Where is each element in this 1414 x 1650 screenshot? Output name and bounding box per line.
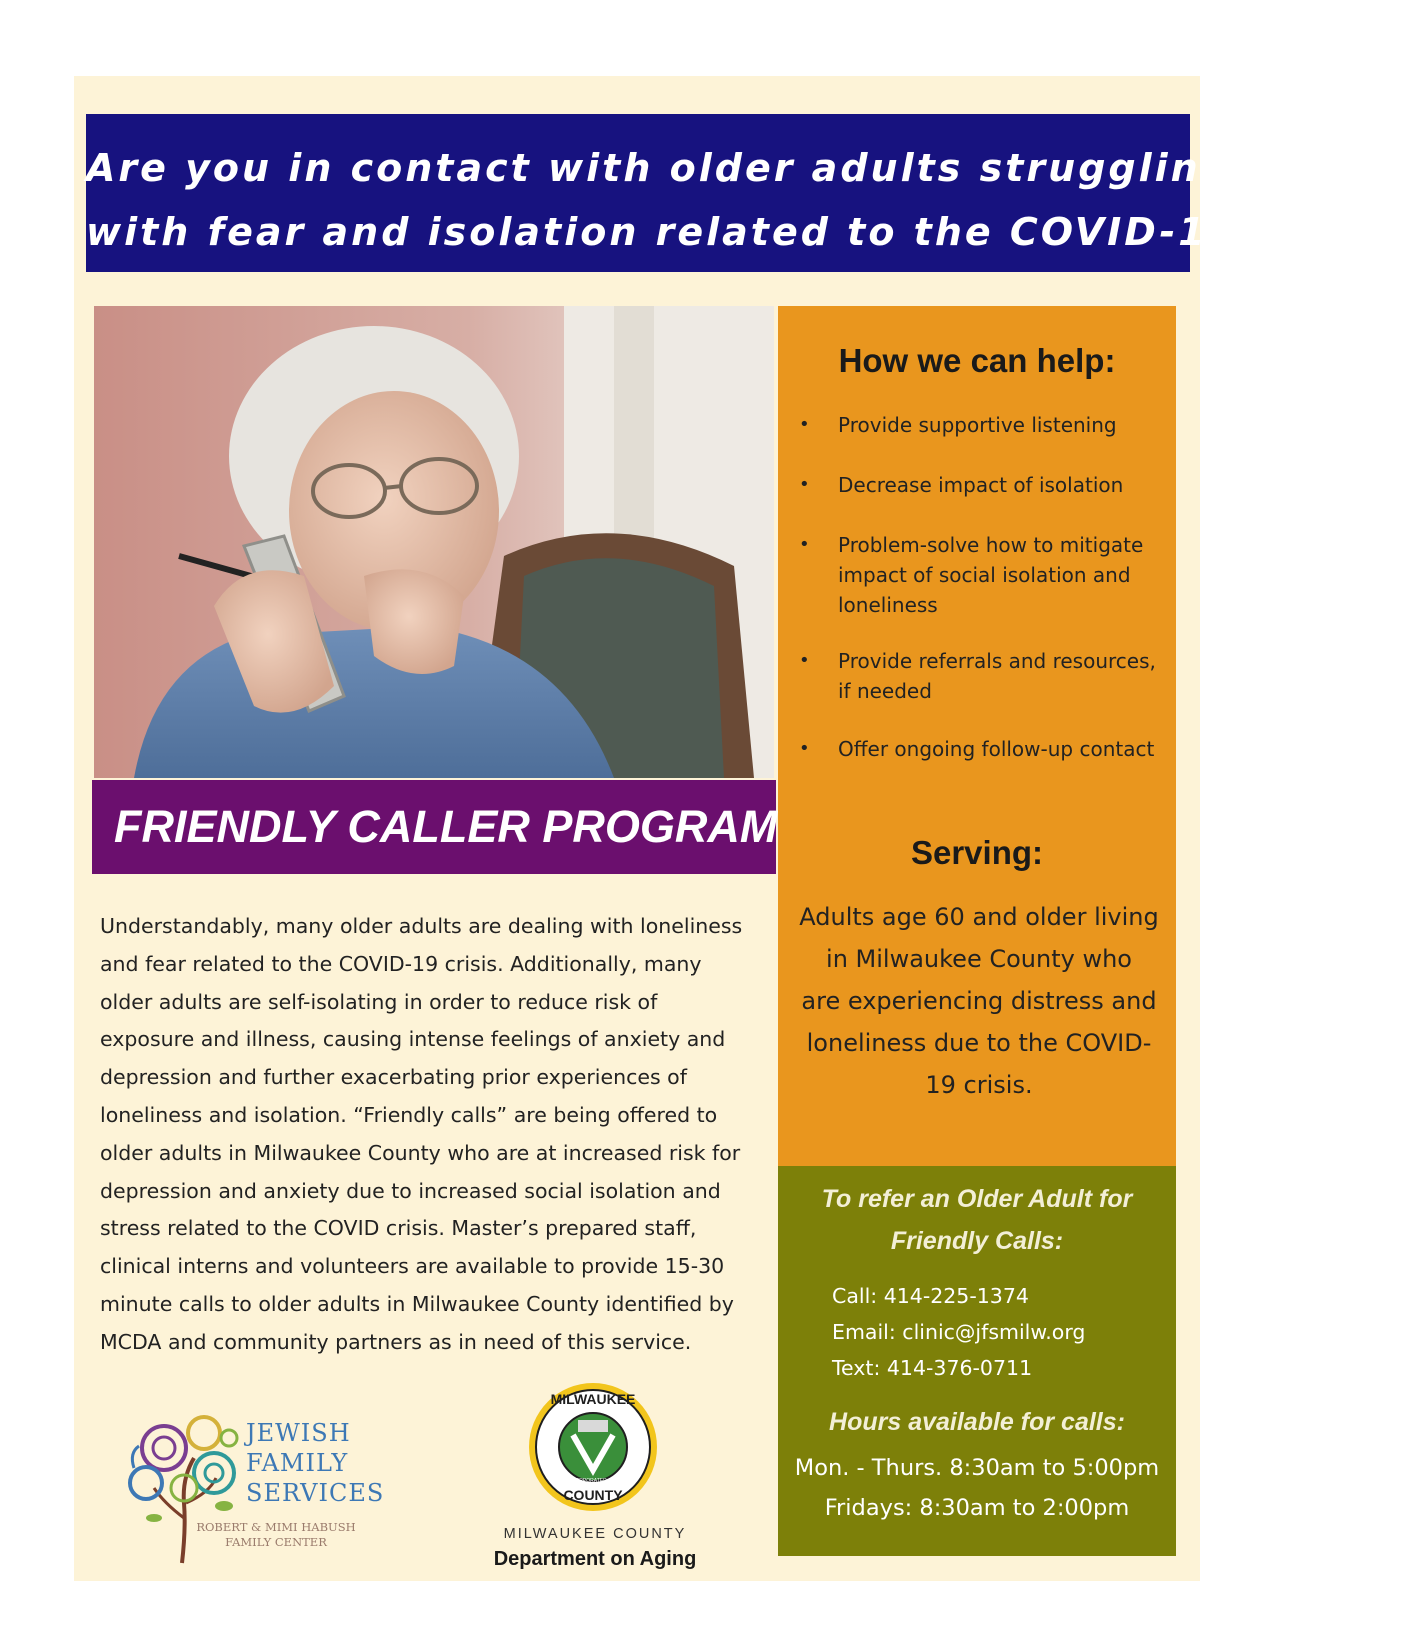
description-line: exposure and illness, causing intense feelings of anxiety and [100, 1027, 726, 1052]
bullet-icon: • [799, 534, 810, 555]
help-item-text: Offer ongoing follow-up contact [838, 737, 1155, 761]
serving-line: in Milwaukee County who [826, 945, 1132, 973]
serving-title: Serving: [910, 834, 1044, 871]
text-number[interactable]: Text: 414-376-0711 [832, 1356, 1033, 1380]
help-item [798, 410, 1168, 440]
department-on-aging-label: Department on Aging [493, 1548, 697, 1570]
help-item [798, 530, 1168, 620]
description-line: minute calls to older adults in Milwaukee County identified by [100, 1291, 734, 1316]
bullet-icon: • [799, 738, 810, 759]
seal-bottom-text: COUNTY [563, 1487, 623, 1503]
hours-info [778, 1448, 1176, 1528]
bullet-icon: • [799, 474, 810, 495]
milwaukee-county-seal [526, 1380, 660, 1514]
bullet-icon: • [799, 650, 810, 671]
headline-line-1: Are you in contact with older adults struggling [86, 146, 1231, 190]
description-line: loneliness and isolation. “Friendly calls” are being offered to [100, 1102, 718, 1127]
hours-title: Hours available for calls: [829, 1408, 1125, 1436]
serving-line: Adults age 60 and older living [799, 903, 1159, 931]
photo-illustration [94, 306, 774, 778]
description-line: older adults in Milwaukee County who are at increased risk for [100, 1140, 741, 1165]
jfs-subtitle [196, 1520, 356, 1550]
serving-line: loneliness due to the COVID- [806, 1029, 1152, 1057]
description-line: stress related to the COVID crisis. Master’s prepared staff, [100, 1216, 697, 1241]
jfs-word-1: JEWISH [246, 1419, 351, 1447]
program-title: FRIENDLY CALLER PROGRAM [92, 780, 776, 874]
description-line: older adults are self-isolating in order to reduce risk of [100, 989, 658, 1014]
description-line: depression and further exacerbating prior experiences of [100, 1065, 687, 1090]
description-line: clinical interns and volunteers are available to provide 15-30 [100, 1254, 725, 1279]
jfs-wordmark [246, 1418, 384, 1508]
description-line: MCDA and community partners as in need of this service. [100, 1329, 692, 1354]
help-item-text: Provide referrals and resources, if needed [838, 649, 1156, 703]
refer-title-line-1: To refer an Older Adult for [821, 1185, 1133, 1213]
hours-weekday: Mon. - Thurs. 8:30am to 5:00pm [794, 1455, 1160, 1481]
help-item-text: Problem-solve how to mitigate impact of social isolation and loneliness [838, 533, 1144, 617]
help-item-text: Decrease impact of isolation [838, 473, 1124, 497]
email-address[interactable]: Email: clinic@jfsmilw.org [832, 1320, 1086, 1344]
headline-line-2: with fear and isolation related to the COVID-19 Crisis? [86, 210, 1414, 254]
contact-info [832, 1278, 1085, 1386]
how-we-help-panel [778, 306, 1176, 1166]
seal-small-text: INCORPORATED 1835 [566, 1478, 620, 1484]
description-line: and fear related to the COVID-19 crisis. Additionally, many [100, 951, 702, 976]
jfs-subtitle-line-2: FAMILY CENTER [225, 1535, 327, 1549]
jfs-subtitle-line-1: ROBERT & MIMI HABUSH [196, 1520, 356, 1534]
serving-description [798, 896, 1160, 1106]
description-line: Understandably, many older adults are dealing with loneliness [100, 914, 743, 938]
refer-title [778, 1178, 1176, 1262]
elderly-woman-on-phone-photo [94, 306, 774, 778]
seal-top-text: MILWAUKEE [550, 1391, 636, 1407]
referral-panel [778, 1166, 1176, 1556]
hours-friday: Fridays: 8:30am to 2:00pm [824, 1495, 1130, 1521]
serving-line: 19 crisis. [925, 1071, 1033, 1099]
help-title: How we can help: [838, 342, 1116, 379]
headline-banner [86, 114, 1414, 272]
help-item-text: Provide supportive listening [838, 413, 1117, 437]
bullet-icon: • [799, 414, 810, 435]
help-item [798, 734, 1168, 764]
help-list [798, 410, 1168, 764]
phone-number[interactable]: Call: 414-225-1374 [832, 1284, 1029, 1308]
help-item [798, 646, 1168, 706]
jfs-word-2: FAMILY [246, 1449, 349, 1477]
refer-title-line-2: Friendly Calls: [890, 1227, 1064, 1255]
help-item [798, 470, 1168, 500]
program-description [100, 908, 772, 1362]
jfs-word-3: SERVICES [246, 1479, 385, 1507]
serving-line: are experiencing distress and [801, 987, 1157, 1015]
milwaukee-county-label: MILWAUKEE COUNTY [503, 1526, 687, 1542]
description-line: depression and anxiety due to increased social isolation and [100, 1178, 721, 1203]
